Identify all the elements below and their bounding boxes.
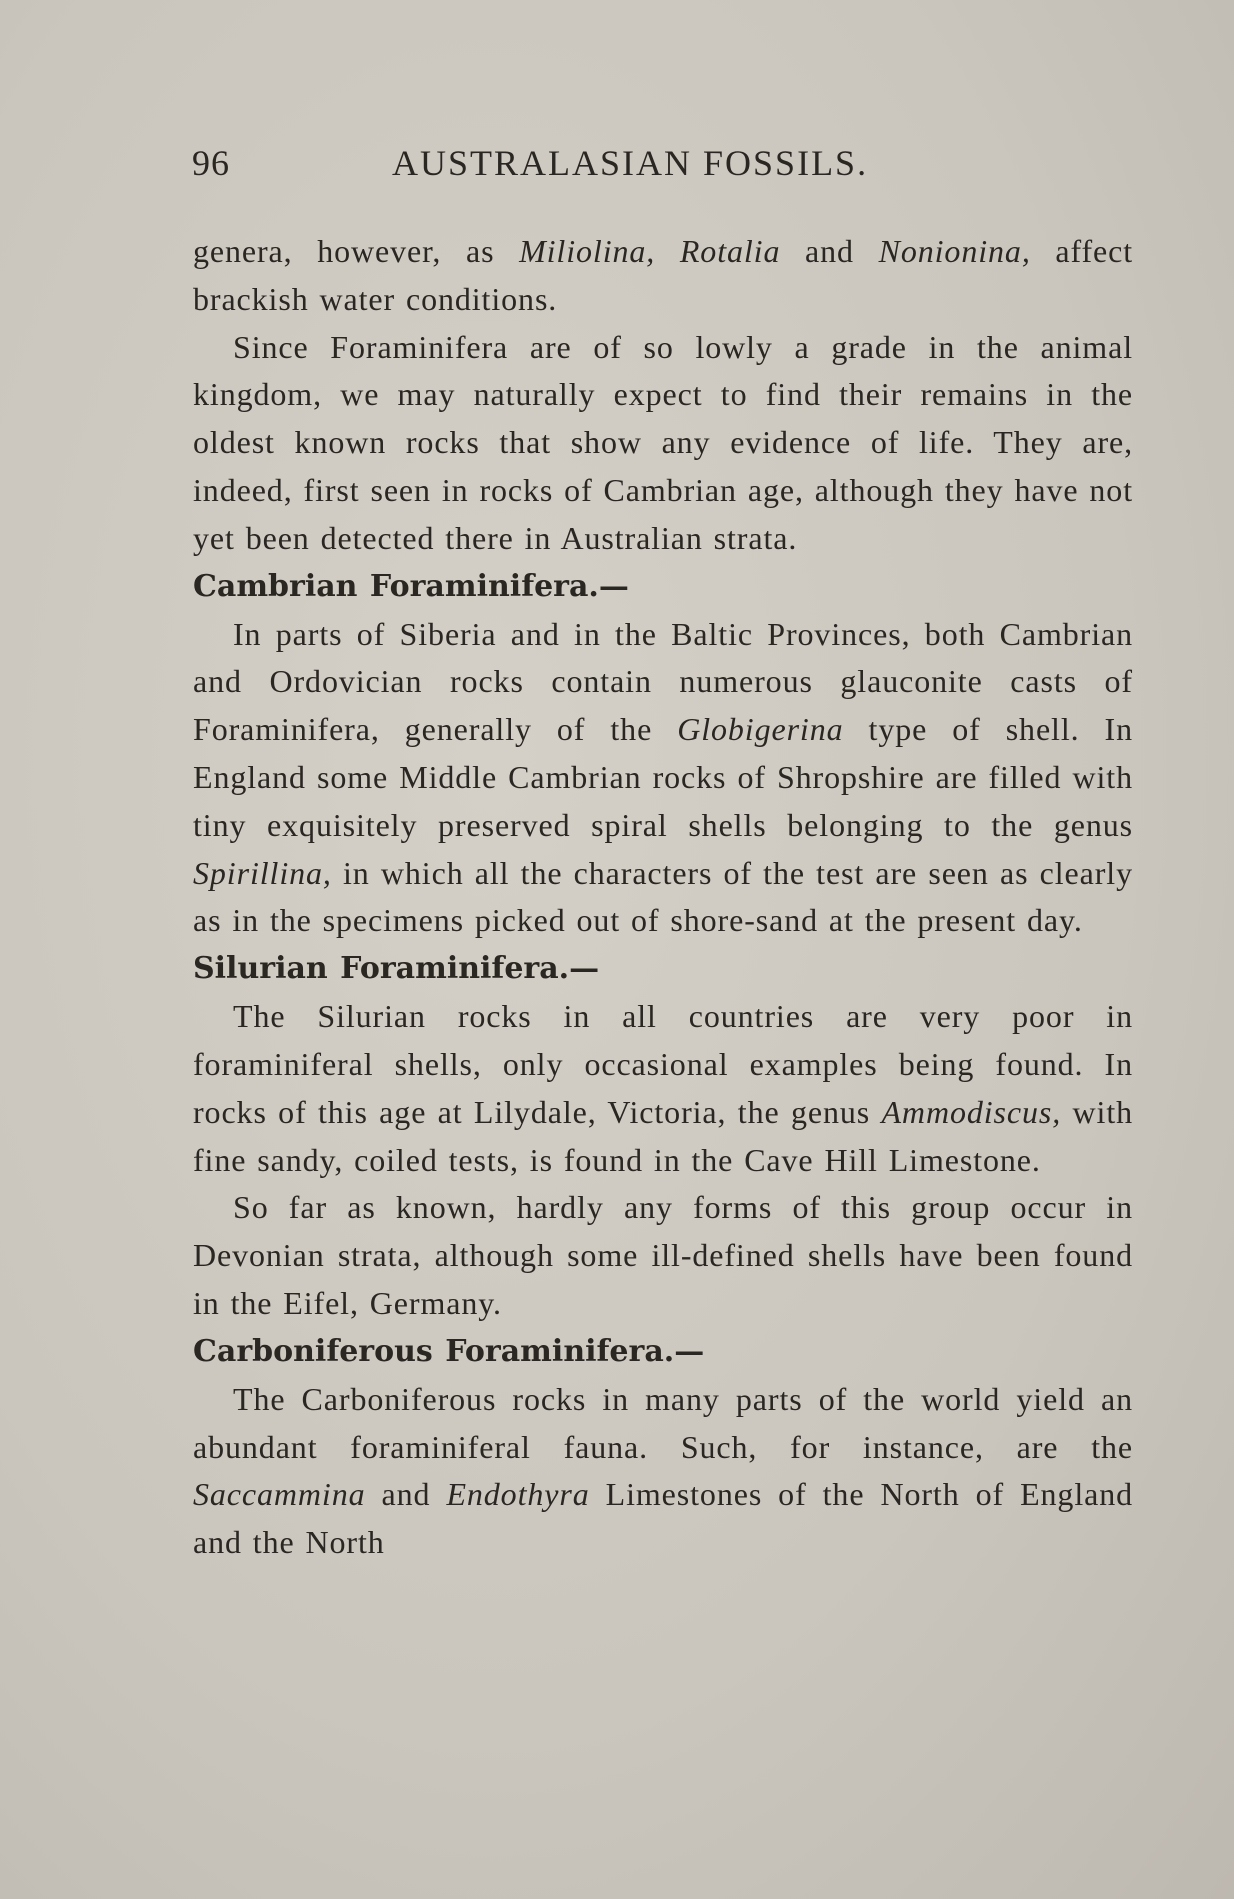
- text-run: Limestones of the North of England and the North: [193, 1476, 1134, 1561]
- italic-text: Spirillina,: [193, 854, 332, 891]
- text-run: [655, 233, 680, 269]
- paragraph: [193, 228, 1133, 324]
- italic-text: Globigerina: [677, 711, 844, 748]
- text-run: Carboniferous Foraminifera.—: [193, 1333, 705, 1369]
- text-run: Since Foraminifera are of so lowly a grade in the animal kingdom, we may naturally expect to find their remains in the oldest known rocks that show any evidence of life. They are, indeed, first seen in rocks of Cambrian age, although they have not yet been detected there in Australian strata.: [193, 328, 1133, 556]
- italic-text: Miliolina,: [519, 233, 656, 269]
- section-heading: [193, 563, 1133, 611]
- italic-text: Ammodiscus,: [881, 1093, 1062, 1130]
- text-run: and: [780, 233, 879, 269]
- text-run: with fine sandy, coiled tests, is found in the Cave Hill Limestone.: [193, 1093, 1134, 1178]
- text-run: The Carboniferous rocks in many parts of the world yield an abundant foraminiferal fauna. Such, for instance, are the: [193, 1380, 1133, 1465]
- paragraph: [193, 993, 1133, 1184]
- text-run: type of shell. In England some Middle Cambrian rocks of Shropshire are filled with tiny exquisitely preserved spiral shells belonging to the genus: [193, 711, 1134, 843]
- text-run: Cambrian Foraminifera.—: [193, 568, 629, 604]
- text-run: So far as known, hardly any forms of this group occur in Devonian strata, although some ill-defined shells have been found in the Eifel, Germany.: [193, 1189, 1133, 1321]
- page-number: 96: [192, 143, 230, 183]
- italic-text: Endothyra: [446, 1476, 590, 1513]
- text-run: The Silurian rocks in all countries are very poor in foraminiferal shells, only occasional examples being found. In rocks of this age at Lilydale, Victoria, the genus: [193, 998, 1133, 1130]
- text-run: Silurian Foraminifera.—: [193, 951, 600, 987]
- italic-text: Nonionina,: [878, 233, 1031, 269]
- text-run: affect brackish water conditions.: [193, 233, 1134, 317]
- paragraph: [193, 1184, 1133, 1327]
- text-run: in which all the characters of the test are seen as clearly as in the specimens picked out of shore-sand at the present day.: [193, 854, 1133, 939]
- text-run: and: [365, 1476, 447, 1513]
- section-heading: [193, 945, 1133, 993]
- paragraph: [193, 1376, 1133, 1567]
- section-heading: [193, 1328, 1133, 1376]
- text-run: In parts of Siberia and in the Baltic Provinces, both Cambrian and Ordovician rocks contain numerous glauconite casts of Foraminifera, generally of the: [193, 615, 1133, 748]
- italic-text: Rotalia: [679, 233, 781, 269]
- body-text: [193, 228, 1133, 1567]
- text-run: genera, however, as: [193, 233, 520, 269]
- italic-text: Saccammina: [193, 1476, 366, 1513]
- paragraph: [193, 611, 1133, 946]
- paragraph: [193, 324, 1133, 563]
- running-title: AUSTRALASIAN FOSSILS.: [392, 143, 869, 183]
